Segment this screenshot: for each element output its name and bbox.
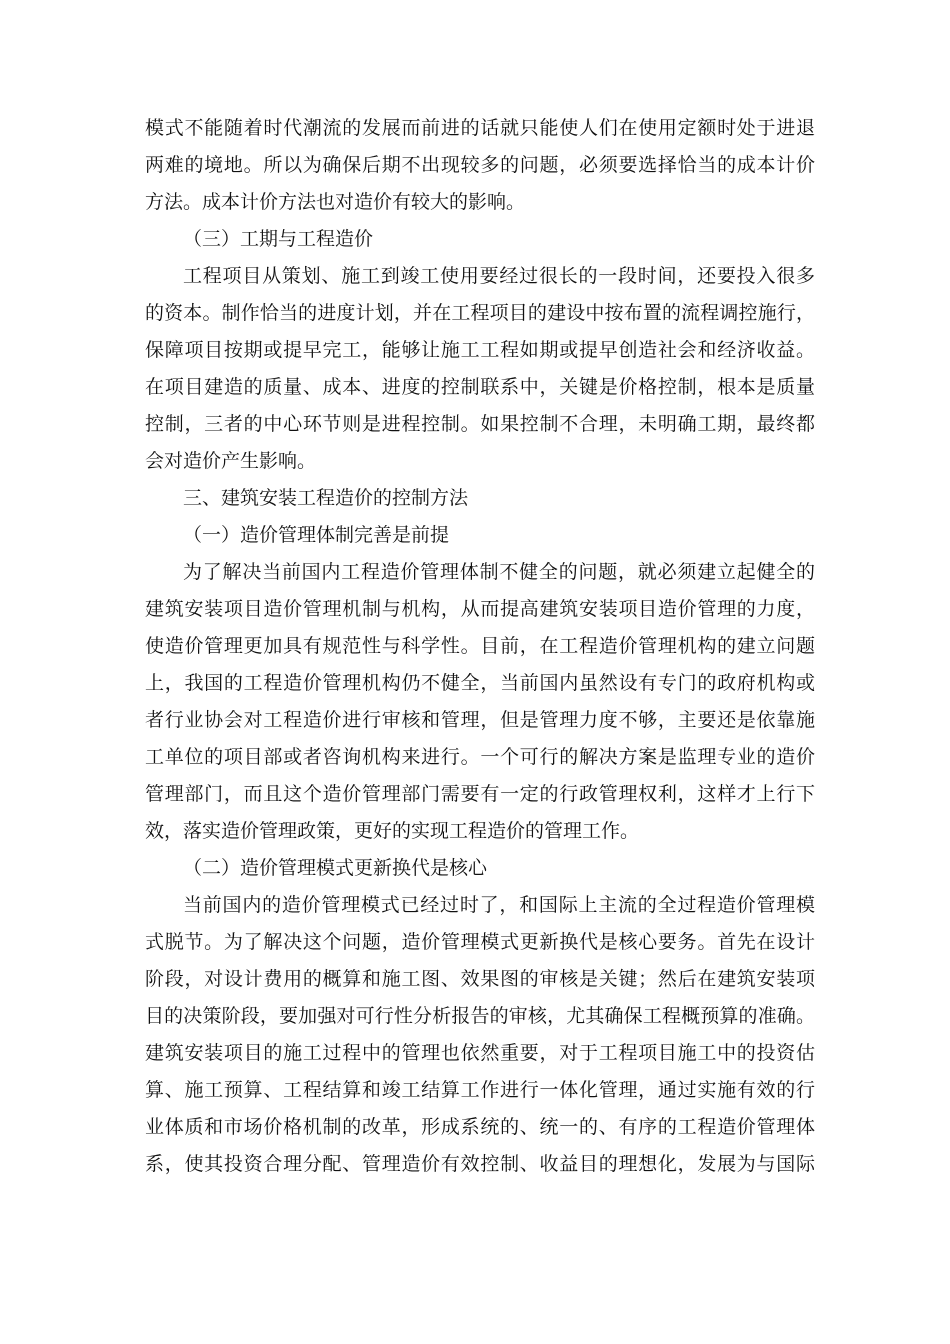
body-text-line: 模式不能随着时代潮流的发展而前进的话就只能使人们在使用定额时处于进退 bbox=[145, 117, 815, 139]
section-heading: 三、建筑安装工程造价的控制方法 bbox=[183, 487, 469, 509]
section-heading: （一）造价管理体制完善是前提 bbox=[183, 524, 450, 546]
body-text-line: 在项目建造的质量、成本、进度的控制联系中，关键是价格控制，根本是质量 bbox=[145, 376, 815, 398]
body-text-line: 的资本。制作恰当的进度计划，并在工程项目的建设中按布置的流程调控施行， bbox=[145, 302, 815, 324]
body-text-line: 式脱节。为了解决这个问题，造价管理模式更新换代是核心要务。首先在设计 bbox=[145, 931, 815, 953]
body-text-line: 目的决策阶段，要加强对可行性分析报告的审核，尤其确保工程概预算的准确。 bbox=[145, 1005, 815, 1027]
section-heading: （三）工期与工程造价 bbox=[183, 228, 374, 250]
body-text-line: 建筑安装项目造价管理机制与机构，从而提高建筑安装项目造价管理的力度， bbox=[145, 598, 815, 620]
section-heading: （二）造价管理模式更新换代是核心 bbox=[183, 857, 488, 879]
body-text-line: 两难的境地。所以为确保后期不出现较多的问题，必须要选择恰当的成本计价 bbox=[145, 154, 815, 176]
body-text-line: 保障项目按期或提早完工，能够让施工工程如期或提早创造社会和经济收益。 bbox=[145, 339, 815, 361]
body-text-line: 控制，三者的中心环节则是进程控制。如果控制不合理，未明确工期，最终都 bbox=[145, 413, 815, 435]
paragraph-first-line: 当前国内的造价管理模式已经过时了，和国际上主流的全过程造价管理模 bbox=[183, 894, 815, 916]
paragraph-last-line: 效，落实造价管理政策，更好的实现工程造价的管理工作。 bbox=[145, 820, 640, 842]
body-text-line: 者行业协会对工程造价进行审核和管理，但是管理力度不够，主要还是依靠施 bbox=[145, 709, 815, 731]
body-text-line: 上，我国的工程造价管理机构仍不健全，当前国内虽然设有专门的政府机构或 bbox=[145, 672, 815, 694]
body-text-line: 管理部门，而且这个造价管理部门需要有一定的行政管理权利，这样才上行下 bbox=[145, 783, 815, 805]
paragraph-first-line: 工程项目从策划、施工到竣工使用要经过很长的一段时间，还要投入很多 bbox=[183, 265, 815, 287]
body-text-line: 业体质和市场价格机制的改革，形成系统的、统一的、有序的工程造价管理体 bbox=[145, 1116, 815, 1138]
body-text-line: 系，使其投资合理分配、管理造价有效控制、收益目的理想化，发展为与国际 bbox=[145, 1153, 815, 1175]
paragraph-last-line: 会对造价产生影响。 bbox=[145, 450, 317, 472]
body-text-line: 使造价管理更加具有规范性与科学性。目前，在工程造价管理机构的建立问题 bbox=[145, 635, 815, 657]
paragraph-last-line: 方法。成本计价方法也对造价有较大的影响。 bbox=[145, 191, 526, 213]
paragraph-first-line: 为了解决当前国内工程造价管理体制不健全的问题，就必须建立起健全的 bbox=[183, 561, 815, 583]
body-text-line: 阶段，对设计费用的概算和施工图、效果图的审核是关键；然后在建筑安装项 bbox=[145, 968, 815, 990]
document-body bbox=[145, 110, 815, 1183]
body-text-line: 算、施工预算、工程结算和竣工结算工作进行一体化管理，通过实施有效的行 bbox=[145, 1079, 815, 1101]
body-text-line: 工单位的项目部或者咨询机构来进行。一个可行的解决方案是监理专业的造价 bbox=[145, 746, 815, 768]
body-text-line: 建筑安装项目的施工过程中的管理也依然重要，对于工程项目施工中的投资估 bbox=[145, 1042, 815, 1064]
